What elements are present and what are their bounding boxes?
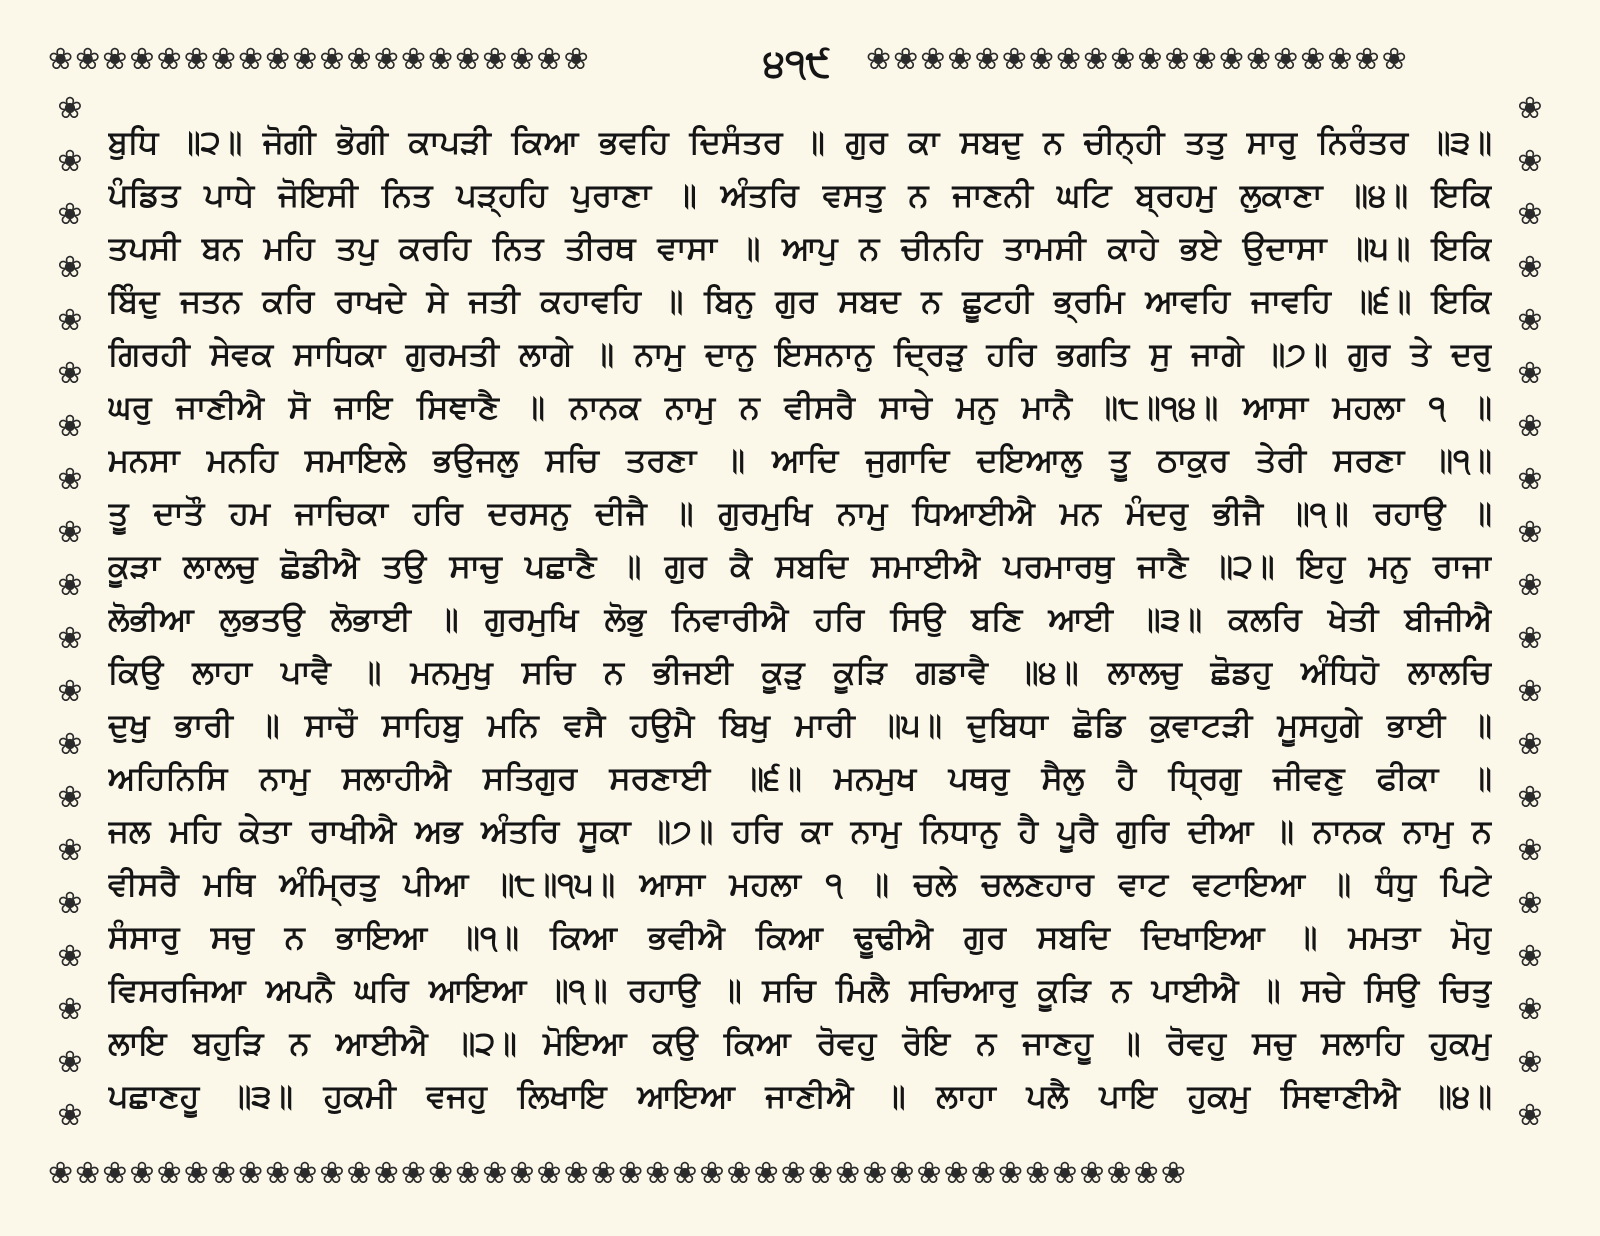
flower-ornament-icon: ❀	[866, 42, 894, 77]
flower-ornament-icon: ❀	[57, 356, 83, 391]
flower-ornament-icon: ❀	[536, 42, 564, 77]
flower-ornament-icon: ❀	[1517, 462, 1543, 497]
flower-ornament-icon: ❀	[1245, 42, 1274, 77]
flower-ornament-icon: ❀	[75, 42, 103, 77]
flower-ornament-icon: ❀	[1517, 144, 1543, 179]
flower-ornament-icon: ❀	[617, 1156, 646, 1191]
text-line: ਤਪਸੀ ਬਨ ਮਹਿ ਤਪੁ ਕਰਹਿ ਨਿਤ ਤੀਰਥ ਵਾਸਾ ॥ ਆਪੁ ਨ ਚੀਨਹਿ ਤਾਮਸੀ ਕਾਹੇ ਭਏ ਉਦਾਸਾ ॥੫॥ ਇਕਿ	[108, 229, 1492, 267]
flower-ornament-icon: ❀	[1517, 939, 1543, 974]
text-line: ਬਿੰਦੁ ਜਤਨ ਕਰਿ ਰਾਖਦੇ ਸੇ ਜਤੀ ਕਹਾਵਹਿ ॥ ਬਿਨੁ ਗੁਰ ਸਬਦ ਨ ਛੂਟਹੀ ਭ੍ਰਮਿ ਆਵਹਿ ਜਾਵਹਿ ॥੬॥ ਇਕਿ	[108, 282, 1492, 320]
flower-ornament-icon: ❀	[590, 1156, 618, 1191]
flower-ornament-icon: ❀	[57, 197, 83, 232]
flower-ornament-icon: ❀	[699, 1156, 727, 1191]
flower-ornament-icon: ❀	[1517, 727, 1543, 762]
flower-ornament-icon: ❀	[1083, 42, 1111, 77]
flower-ornament-icon: ❀	[1164, 42, 1192, 77]
flower-ornament-icon: ❀	[400, 1156, 428, 1191]
flower-ornament-icon: ❀	[57, 992, 83, 1027]
flower-ornament-icon: ❀	[1327, 42, 1355, 77]
ornament-border-bottom	[48, 1152, 1552, 1196]
flower-ornament-icon: ❀	[920, 42, 948, 77]
flower-ornament-icon: ❀	[997, 1156, 1026, 1191]
flower-ornament-icon: ❀	[156, 42, 184, 77]
text-line: ਗਿਰਹੀ ਸੇਵਕ ਸਾਧਿਕਾ ਗੁਰਮਤੀ ਲਾਗੇ ॥ ਨਾਮੁ ਦਾਨੁ ਇਸਨਾਨੁ ਦ੍ਰਿੜੁ ਹਰਿ ਭਗਤਿ ਸੁ ਜਾਗੇ ॥੭॥ ਗੁਰ ਤੇ ਦਰੁ	[108, 335, 1492, 373]
flower-ornament-icon: ❀	[455, 1156, 483, 1191]
flower-ornament-icon: ❀	[265, 1156, 293, 1191]
flower-ornament-icon: ❀	[57, 939, 83, 974]
flower-ornament-icon: ❀	[183, 1156, 211, 1191]
flower-ornament-icon: ❀	[916, 1156, 944, 1191]
flower-ornament-icon: ❀	[509, 42, 537, 77]
flower-ornament-icon: ❀	[1052, 1156, 1080, 1191]
flower-ornament-icon: ❀	[563, 42, 591, 77]
flower-ornament-icon: ❀	[1517, 1045, 1543, 1080]
flower-ornament-icon: ❀	[536, 1156, 564, 1191]
flower-ornament-icon: ❀	[1055, 42, 1084, 77]
flower-ornament-icon: ❀	[753, 1156, 781, 1191]
flower-ornament-icon: ❀	[1517, 91, 1543, 126]
flower-ornament-icon: ❀	[1218, 42, 1246, 77]
flower-ornament-icon: ❀	[319, 42, 347, 77]
flower-ornament-icon: ❀	[1028, 42, 1056, 77]
flower-ornament-icon: ❀	[57, 833, 83, 868]
flower-ornament-icon: ❀	[102, 42, 130, 77]
flower-ornament-icon: ❀	[48, 42, 76, 77]
text-line: ਸੰਸਾਰੁ ਸਚੁ ਨ ਭਾਇਆ ॥੧॥ ਕਿਆ ਭਵੀਐ ਕਿਆ ਢੂਢੀਐ ਗੁਰ ਸਬਦਿ ਦਿਖਾਇਆ ॥ ਮਮਤਾ ਮੋਹੁ	[108, 918, 1492, 956]
flower-ornament-icon: ❀	[265, 42, 293, 77]
flower-ornament-icon: ❀	[482, 1156, 510, 1191]
flower-ornament-icon: ❀	[57, 727, 83, 762]
flower-ornament-icon: ❀	[645, 1156, 673, 1191]
flower-ornament-icon: ❀	[893, 42, 921, 77]
ornament-border-top-left	[48, 38, 728, 82]
flower-ornament-icon: ❀	[57, 250, 83, 285]
flower-ornament-icon: ❀	[57, 303, 83, 338]
flower-ornament-icon: ❀	[156, 1156, 184, 1191]
flower-ornament-icon: ❀	[1300, 42, 1328, 77]
flower-ornament-icon: ❀	[400, 42, 428, 77]
text-line: ਲਾਇ ਬਹੁੜਿ ਨ ਆਈਐ ॥੨॥ ਮੋਇਆ ਕਉ ਕਿਆ ਰੋਵਹੁ ਰੋਇ ਨ ਜਾਣਹੂ ॥ ਰੋਵਹੁ ਸਚੁ ਸਲਾਹਿ ਹੁਕਮੁ	[108, 1024, 1492, 1062]
flower-ornament-icon: ❀	[57, 674, 83, 709]
flower-ornament-icon: ❀	[57, 621, 83, 656]
flower-ornament-icon: ❀	[129, 1156, 157, 1191]
text-line: ਵੀਸਰੈ ਮਥਿ ਅੰਮ੍ਰਿਤੁ ਪੀਆ ॥੮॥੧੫॥ ਆਸਾ ਮਹਲਾ ੧ ॥ ਚਲੇ ਚਲਣਹਾਰ ਵਾਟ ਵਟਾਇਆ ॥ ਧੰਧੁ ਪਿਟੇ	[108, 865, 1492, 903]
flower-ornament-icon: ❀	[427, 1156, 456, 1191]
flower-ornament-icon: ❀	[943, 1156, 971, 1191]
flower-ornament-icon: ❀	[1110, 42, 1138, 77]
flower-ornament-icon: ❀	[57, 515, 83, 550]
flower-ornament-icon: ❀	[210, 42, 238, 77]
flower-ornament-icon: ❀	[57, 144, 83, 179]
text-line: ਕੂੜਾ ਲਾਲਚੁ ਛੋਡੀਐ ਤਉ ਸਾਚੁ ਪਛਾਣੈ ॥ ਗੁਰ ਕੈ ਸਬਦਿ ਸਮਾਈਐ ਪਰਮਾਰਥੁ ਜਾਣੈ ॥੨॥ ਇਹੁ ਮਨੁ ਰਾਜਾ	[108, 547, 1492, 585]
flower-ornament-icon: ❀	[1517, 197, 1543, 232]
flower-ornament-icon: ❀	[1079, 1156, 1107, 1191]
flower-ornament-icon: ❀	[237, 1156, 266, 1191]
flower-ornament-icon: ❀	[57, 462, 83, 497]
flower-ornament-icon: ❀	[1517, 515, 1543, 550]
flower-ornament-icon: ❀	[57, 780, 83, 815]
flower-ornament-icon: ❀	[1517, 409, 1543, 444]
flower-ornament-icon: ❀	[292, 42, 320, 77]
flower-ornament-icon: ❀	[1517, 886, 1543, 921]
flower-ornament-icon: ❀	[346, 1156, 374, 1191]
text-line: ਕਿਉ ਲਾਹਾ ਪਾਵੈ ॥ ਮਨਮੁਖੁ ਸਚਿ ਨ ਭੀਜਈ ਕੂੜੁ ਕੂੜਿ ਗਡਾਵੈ ॥੪॥ ਲਾਲਚੁ ਛੋਡਹੁ ਅੰਧਿਹੋ ਲਾਲਚਿ	[108, 653, 1492, 691]
text-line: ਦੁਖੁ ਭਾਰੀ ॥ ਸਾਚੌ ਸਾਹਿਬੁ ਮਨਿ ਵਸੈ ਹਉਮੈ ਬਿਖੁ ਮਾਰੀ ॥੫॥ ਦੁਬਿਧਾ ਛੋਡਿ ਕੁਵਾਟੜੀ ਮੂਸਹੁਗੇ ਭਾਈ ॥	[108, 706, 1492, 744]
text-line: ਘਰੁ ਜਾਣੀਐ ਸੋ ਜਾਇ ਸਿਞਾਣੈ ॥ ਨਾਨਕ ਨਾਮੁ ਨ ਵੀਸਰੈ ਸਾਚੇ ਮਨੁ ਮਾਨੈ ॥੮॥੧੪॥ ਆਸਾ ਮਹਲਾ ੧ ॥	[108, 388, 1492, 426]
flower-ornament-icon: ❀	[57, 886, 83, 921]
flower-ornament-icon: ❀	[974, 42, 1002, 77]
flower-ornament-icon: ❀	[780, 1156, 808, 1191]
page-number: ੪੧੯	[763, 41, 831, 85]
flower-ornament-icon: ❀	[57, 1098, 83, 1133]
flower-ornament-icon: ❀	[57, 568, 83, 603]
text-line: ਅਹਿਨਿਸਿ ਨਾਮੁ ਸਲਾਹੀਐ ਸਤਿਗੁਰ ਸਰਣਾਈ ॥੬॥ ਮਨਮੁਖ ਪਥਰੁ ਸੈਲੁ ਹੈ ਧ੍ਰਿਗੁ ਜੀਵਣੁ ਫੀਕਾ ॥	[108, 759, 1492, 797]
flower-ornament-icon: ❀	[1517, 303, 1543, 338]
flower-ornament-icon: ❀	[1517, 833, 1543, 868]
flower-ornament-icon: ❀	[373, 42, 401, 77]
flower-ornament-icon: ❀	[1001, 42, 1029, 77]
text-line: ਤੂ ਦਾਤੌ ਹਮ ਜਾਚਿਕਾ ਹਰਿ ਦਰਸਨੁ ਦੀਜੈ ॥ ਗੁਰਮੁਖਿ ਨਾਮੁ ਧਿਆਈਐ ਮਨ ਮੰਦਰੁ ਭੀਜੈ ॥੧॥ ਰਹਾਉ ॥	[108, 494, 1492, 532]
flower-ornament-icon: ❀	[1517, 674, 1543, 709]
flower-ornament-icon: ❀	[509, 1156, 537, 1191]
flower-ornament-icon: ❀	[970, 1156, 998, 1191]
flower-ornament-icon: ❀	[292, 1156, 320, 1191]
flower-ornament-icon: ❀	[129, 42, 157, 77]
flower-ornament-icon: ❀	[1517, 356, 1543, 391]
flower-ornament-icon: ❀	[1517, 780, 1543, 815]
flower-ornament-icon: ❀	[57, 409, 83, 444]
flower-ornament-icon: ❀	[1517, 1098, 1543, 1133]
flower-ornament-icon: ❀	[1191, 42, 1219, 77]
ornament-border-left	[48, 82, 92, 1154]
flower-ornament-icon: ❀	[1106, 1156, 1134, 1191]
flower-ornament-icon: ❀	[1517, 992, 1543, 1027]
flower-ornament-icon: ❀	[1133, 1156, 1161, 1191]
flower-ornament-icon: ❀	[1025, 1156, 1053, 1191]
flower-ornament-icon: ❀	[563, 1156, 591, 1191]
flower-ornament-icon: ❀	[48, 1156, 76, 1191]
flower-ornament-icon: ❀	[1517, 568, 1543, 603]
flower-ornament-icon: ❀	[373, 1156, 401, 1191]
flower-ornament-icon: ❀	[346, 42, 374, 77]
flower-ornament-icon: ❀	[672, 1156, 700, 1191]
flower-ornament-icon: ❀	[807, 1156, 836, 1191]
flower-ornament-icon: ❀	[427, 42, 456, 77]
flower-ornament-icon: ❀	[1354, 42, 1382, 77]
flower-ornament-icon: ❀	[237, 42, 266, 77]
scripture-text	[108, 116, 1492, 1123]
flower-ornament-icon: ❀	[1137, 42, 1165, 77]
flower-ornament-icon: ❀	[319, 1156, 347, 1191]
text-line: ਮਨਸਾ ਮਨਹਿ ਸਮਾਇਲੇ ਭਉਜਲੁ ਸਚਿ ਤਰਣਾ ॥ ਆਦਿ ਜੁਗਾਦਿ ਦਇਆਲੁ ਤੂ ਠਾਕੁਰ ਤੇਰੀ ਸਰਣਾ ॥੧॥	[108, 441, 1492, 479]
text-line: ਪੰਡਿਤ ਪਾਧੇ ਜੋਇਸੀ ਨਿਤ ਪੜ੍ਹਹਿ ਪੁਰਾਣਾ ॥ ਅੰਤਰਿ ਵਸਤੁ ਨ ਜਾਣਨੀ ਘਟਿ ਬ੍ਰਹਮੁ ਲੁਕਾਣਾ ॥੪॥ ਇਕਿ	[108, 176, 1492, 214]
text-line: ਵਿਸਰਜਿਆ ਅਪਨੈ ਘਰਿ ਆਇਆ ॥੧॥ ਰਹਾਉ ॥ ਸਚਿ ਮਿਲੈ ਸਚਿਆਰੁ ਕੂੜਿ ਨ ਪਾਈਐ ॥ ਸਚੇ ਸਿਉ ਚਿਤੁ	[108, 971, 1492, 1009]
flower-ornament-icon: ❀	[726, 1156, 754, 1191]
text-line: ਬੁਧਿ ॥੨॥ ਜੋਗੀ ਭੋਗੀ ਕਾਪੜੀ ਕਿਆ ਭਵਹਿ ਦਿਸੰਤਰ ॥ ਗੁਰ ਕਾ ਸਬਦੁ ਨ ਚੀਨ੍ਹੀ ਤਤੁ ਸਾਰੁ ਨਿਰੰਤਰ ॥੩॥	[108, 123, 1492, 161]
flower-ornament-icon: ❀	[183, 42, 211, 77]
flower-ornament-icon: ❀	[482, 42, 510, 77]
flower-ornament-icon: ❀	[1273, 42, 1301, 77]
flower-ornament-icon: ❀	[1517, 621, 1543, 656]
flower-ornament-icon: ❀	[102, 1156, 130, 1191]
text-line: ਪਛਾਣਹੂ ॥੩॥ ਹੁਕਮੀ ਵਜਹੁ ਲਿਖਾਇ ਆਇਆ ਜਾਣੀਐ ॥ ਲਾਹਾ ਪਲੈ ਪਾਇ ਹੁਕਮੁ ਸਿਞਾਣੀਐ ॥੪॥	[108, 1077, 1492, 1115]
flower-ornament-icon: ❀	[1381, 42, 1409, 77]
flower-ornament-icon: ❀	[1517, 250, 1543, 285]
flower-ornament-icon: ❀	[57, 1045, 83, 1080]
flower-ornament-icon: ❀	[862, 1156, 890, 1191]
flower-ornament-icon: ❀	[210, 1156, 238, 1191]
flower-ornament-icon: ❀	[57, 91, 83, 126]
flower-ornament-icon: ❀	[835, 1156, 863, 1191]
flower-ornament-icon: ❀	[947, 42, 975, 77]
text-line: ਜਲ ਮਹਿ ਕੇਤਾ ਰਾਖੀਐ ਅਭ ਅੰਤਰਿ ਸੂਕਾ ॥੭॥ ਹਰਿ ਕਾ ਨਾਮੁ ਨਿਧਾਨੁ ਹੈ ਪੂਰੈ ਗੁਰਿ ਦੀਆ ॥ ਨਾਨਕ ਨਾਮੁ ਨ	[108, 812, 1492, 850]
flower-ornament-icon: ❀	[1160, 1156, 1188, 1191]
flower-ornament-icon: ❀	[75, 1156, 103, 1191]
flower-ornament-icon: ❀	[455, 42, 483, 77]
flower-ornament-icon: ❀	[889, 1156, 917, 1191]
text-line: ਲੋਭੀਆ ਲੁਭਤਉ ਲੋਭਾਈ ॥ ਗੁਰਮੁਖਿ ਲੋਭੁ ਨਿਵਾਰੀਐ ਹਰਿ ਸਿਉ ਬਣਿ ਆਈ ॥੩॥ ਕਲਰਿ ਖੇਤੀ ਬੀਜੀਐ	[108, 600, 1492, 638]
ornament-border-top-right	[866, 38, 1552, 82]
ornament-border-right	[1508, 82, 1552, 1154]
